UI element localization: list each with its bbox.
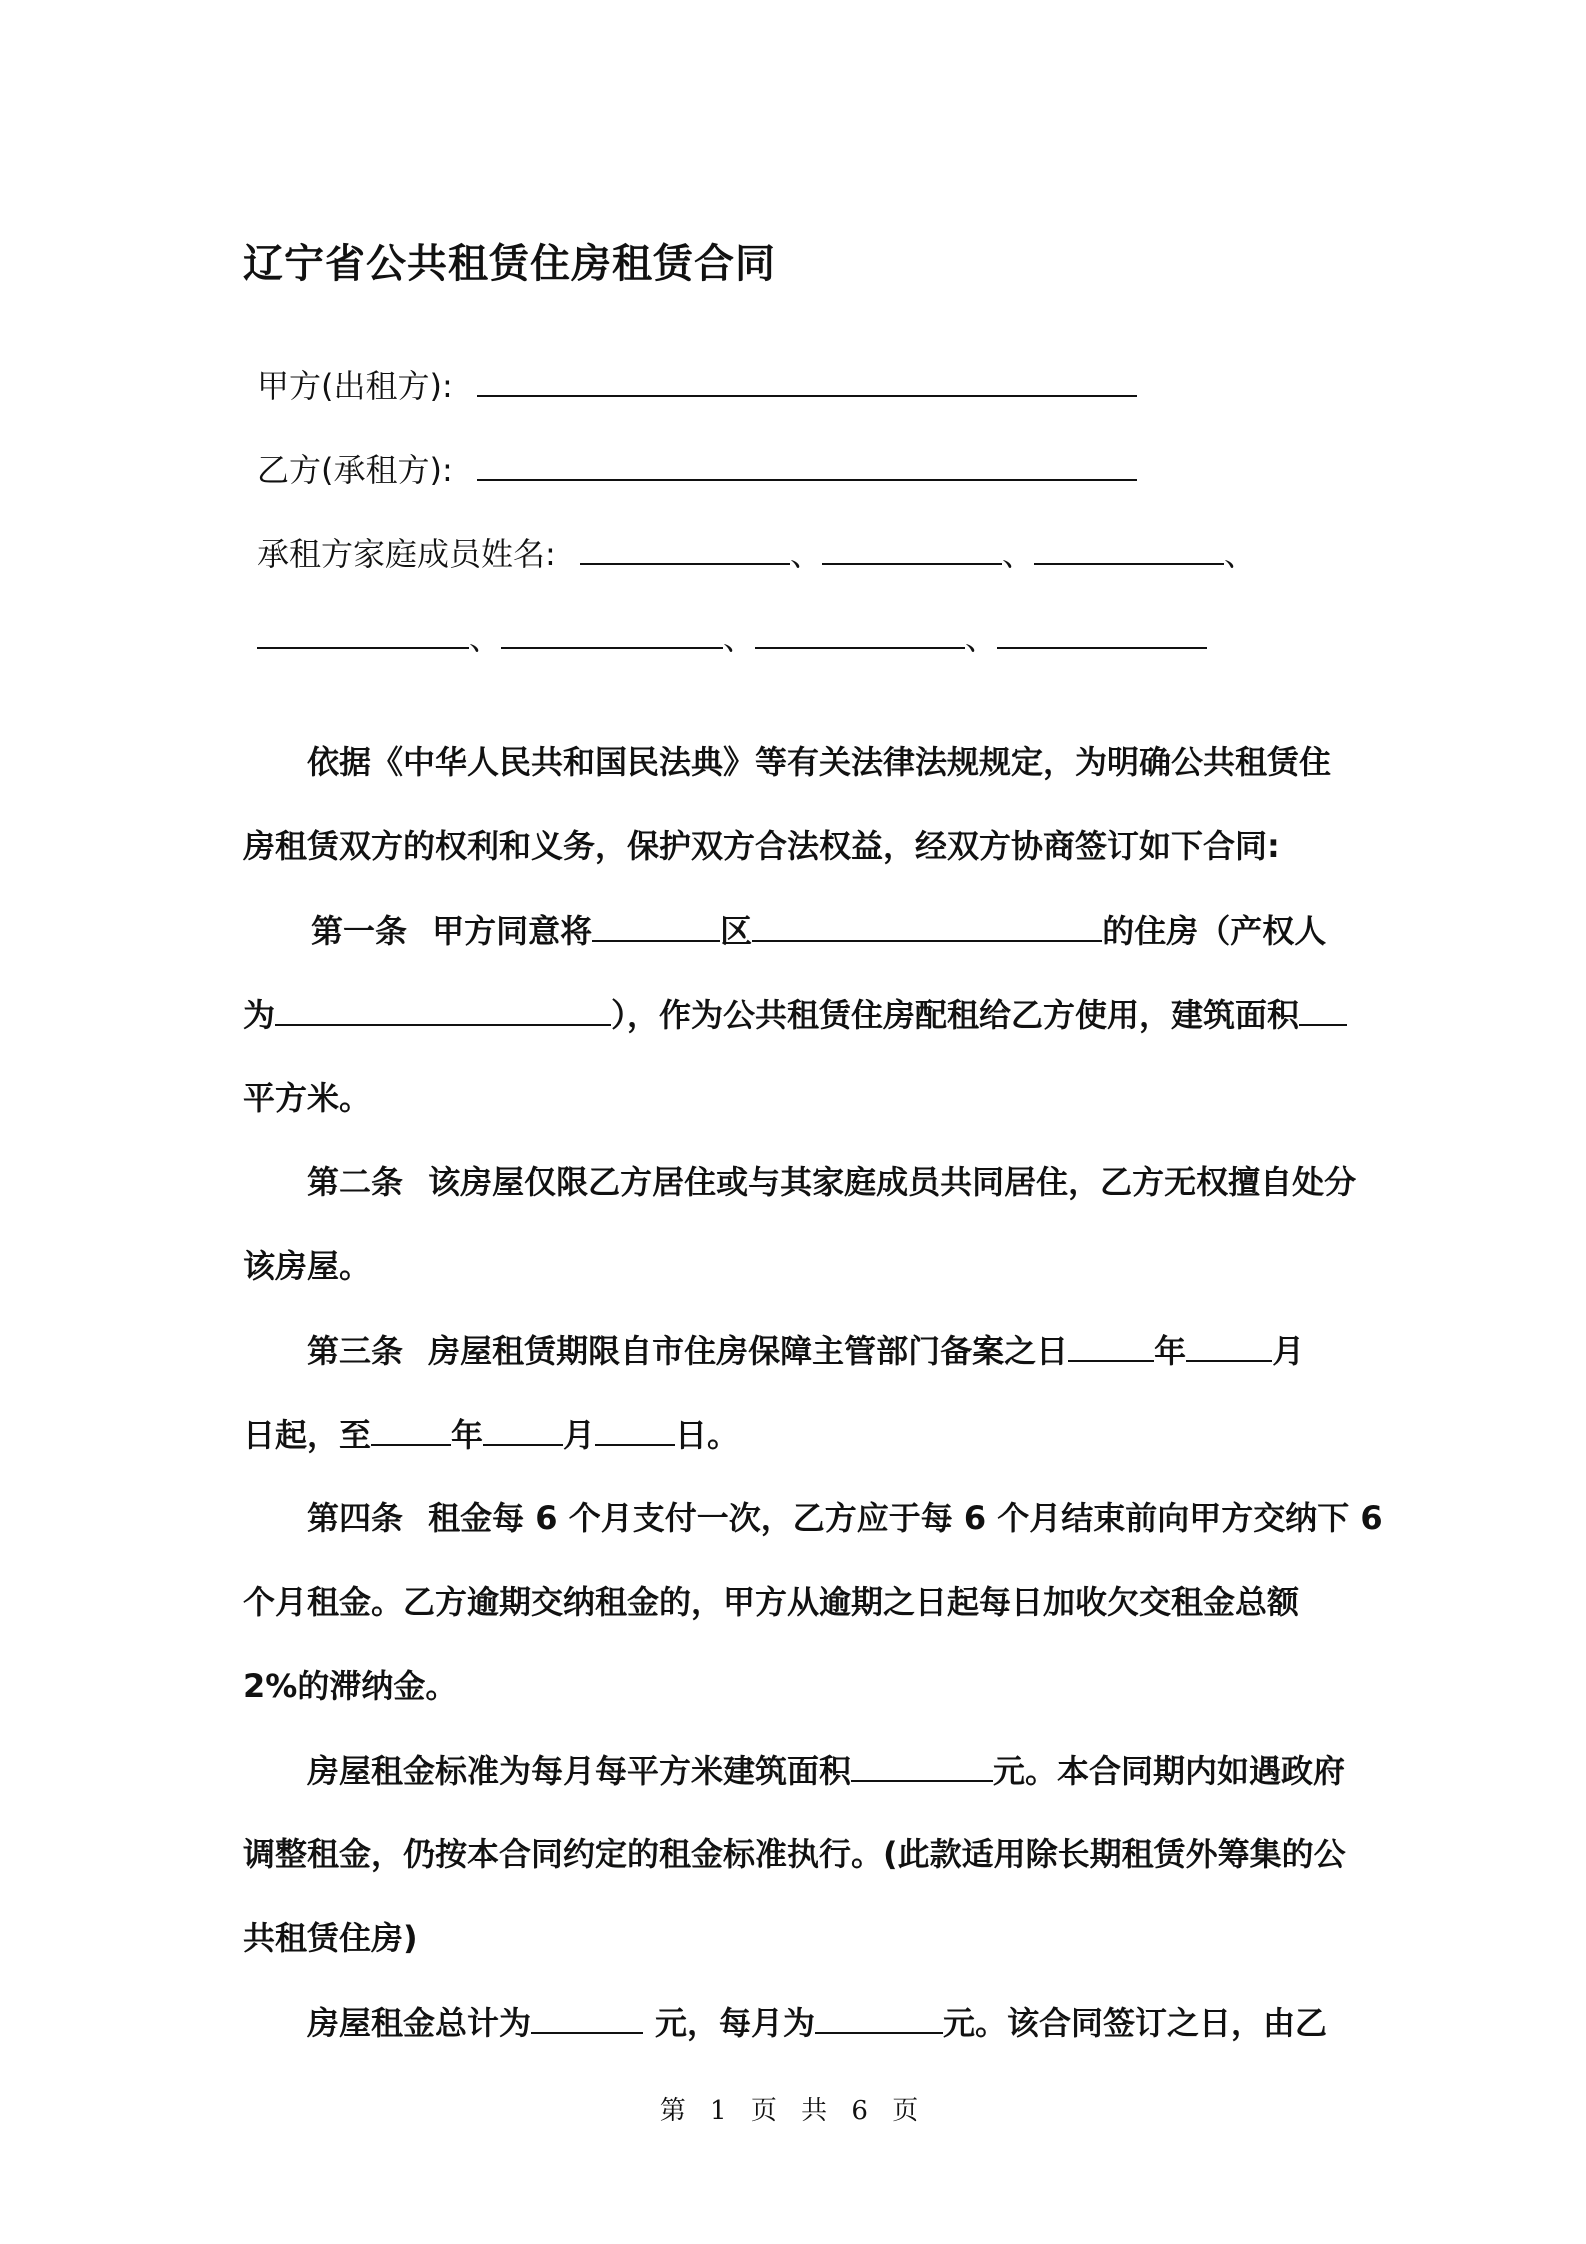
article-2-line-2: 该房屋。 — [243, 1247, 372, 1285]
start-month-blank[interactable] — [1186, 1328, 1272, 1362]
article-3-line-2 — [243, 1412, 739, 1457]
month-unit: 月 — [1272, 1332, 1305, 1370]
article-1-line-2 — [243, 992, 1347, 1037]
article-3-text: 房屋租赁期限自市住房保障主管部门备案之日 — [428, 1332, 1069, 1370]
family-members-row-2 — [257, 615, 1207, 660]
rent-total-text: 元。该合同签订之日，由乙 — [943, 2004, 1328, 2042]
family-members-row — [257, 531, 1256, 576]
article-1-text: 甲方同意将 — [432, 912, 593, 950]
article-1-text: ），作为公共租赁住房配租给乙方使用，建筑面积 — [611, 996, 1300, 1034]
page-number-footer: 第 1 页 共 6 页 — [659, 2096, 927, 2126]
rent-standard-line-1 — [307, 1748, 1345, 1793]
family-member-blank[interactable] — [580, 531, 790, 565]
separator: 、 — [965, 619, 998, 657]
article-4-heading: 第四条 — [307, 1499, 404, 1537]
article-4-line-1 — [307, 1496, 1383, 1540]
family-member-blank[interactable] — [997, 615, 1207, 649]
district-suffix: 区 — [720, 912, 753, 950]
family-member-blank[interactable] — [501, 615, 723, 649]
article-1-heading: 第一条 — [311, 912, 408, 950]
start-year-blank[interactable] — [1068, 1328, 1154, 1362]
end-month-blank[interactable] — [483, 1412, 563, 1446]
rent-rate-blank[interactable] — [851, 1748, 993, 1782]
party-a-row — [257, 363, 1137, 408]
day-unit: 日。 — [675, 1416, 740, 1454]
rent-standard-text: 房屋租金标准为每月每平方米建筑面积 — [307, 1752, 852, 1790]
monthly-rent-blank[interactable] — [815, 2000, 943, 2034]
rent-standard-text: 元。本合同期内如遇政府 — [993, 1752, 1346, 1790]
family-member-blank[interactable] — [822, 531, 1002, 565]
article-1-line-3: 平方米。 — [243, 1079, 372, 1117]
article-1-line-1 — [311, 908, 1326, 953]
article-2-heading: 第二条 — [307, 1163, 404, 1201]
party-a-label: 甲方(出租方): — [257, 367, 453, 405]
address-blank[interactable] — [752, 908, 1102, 942]
party-b-label: 乙方(承租方): — [257, 451, 453, 489]
article-2-text: 该房屋仅限乙方居住或与其家庭成员共同居住，乙方无权擅自处分 — [428, 1163, 1357, 1201]
party-b-blank[interactable] — [477, 447, 1137, 481]
rent-total-text: 元，每月为 — [655, 2004, 816, 2042]
family-member-blank[interactable] — [1034, 531, 1224, 565]
article-3-line-1 — [307, 1328, 1304, 1373]
family-members-label: 承租方家庭成员姓名: — [257, 535, 556, 573]
year-unit: 年 — [1154, 1332, 1187, 1370]
rent-total-blank[interactable] — [531, 2000, 643, 2034]
article-4-text: 租金每 6 个月支付一次，乙方应于每 6 个月结束前向甲方交纳下 6 — [428, 1499, 1383, 1537]
article-1-text: 的住房（产权人 — [1102, 912, 1327, 950]
party-b-row — [257, 447, 1137, 492]
separator: 、 — [789, 535, 822, 573]
separator: 、 — [723, 619, 756, 657]
owner-blank[interactable] — [275, 992, 611, 1026]
article-4-line-2: 个月租金。乙方逾期交纳租金的，甲方从逾期之日起每日加收欠交租金总额 — [243, 1583, 1300, 1621]
article-4-line-3: 2%的滞纳金。 — [243, 1667, 458, 1705]
separator: 、 — [1001, 535, 1034, 573]
district-blank[interactable] — [592, 908, 720, 942]
separator: 、 — [1224, 535, 1257, 573]
intro-line-1: 依据《中华人民共和国民法典》等有关法律法规规定，为明确公共租赁住 — [307, 743, 1332, 781]
separator: 、 — [469, 619, 502, 657]
article-1-text: 为 — [243, 996, 276, 1034]
rent-standard-line-2: 调整租金，仍按本合同约定的租金标准执行。(此款适用除长期租赁外筹集的公 — [243, 1835, 1346, 1873]
family-member-blank[interactable] — [257, 615, 469, 649]
article-3-heading: 第三条 — [307, 1332, 404, 1370]
end-day-blank[interactable] — [595, 1412, 675, 1446]
article-3-text: 日起，至 — [243, 1416, 372, 1454]
document-title: 辽宁省公共租赁住房租赁合同 — [243, 241, 776, 287]
party-a-blank[interactable] — [477, 363, 1137, 397]
rent-total-line-1 — [307, 2000, 1327, 2045]
end-year-blank[interactable] — [371, 1412, 451, 1446]
year-unit: 年 — [451, 1416, 484, 1454]
month-unit: 月 — [563, 1416, 596, 1454]
article-2-line-1 — [307, 1160, 1356, 1204]
rent-standard-line-3: 共租赁住房) — [243, 1919, 418, 1957]
area-blank[interactable] — [1299, 992, 1347, 1026]
intro-line-2: 房租赁双方的权利和义务，保护双方合法权益，经双方协商签订如下合同: — [243, 827, 1280, 865]
family-member-blank[interactable] — [755, 615, 965, 649]
rent-total-text: 房屋租金总计为 — [307, 2004, 532, 2042]
